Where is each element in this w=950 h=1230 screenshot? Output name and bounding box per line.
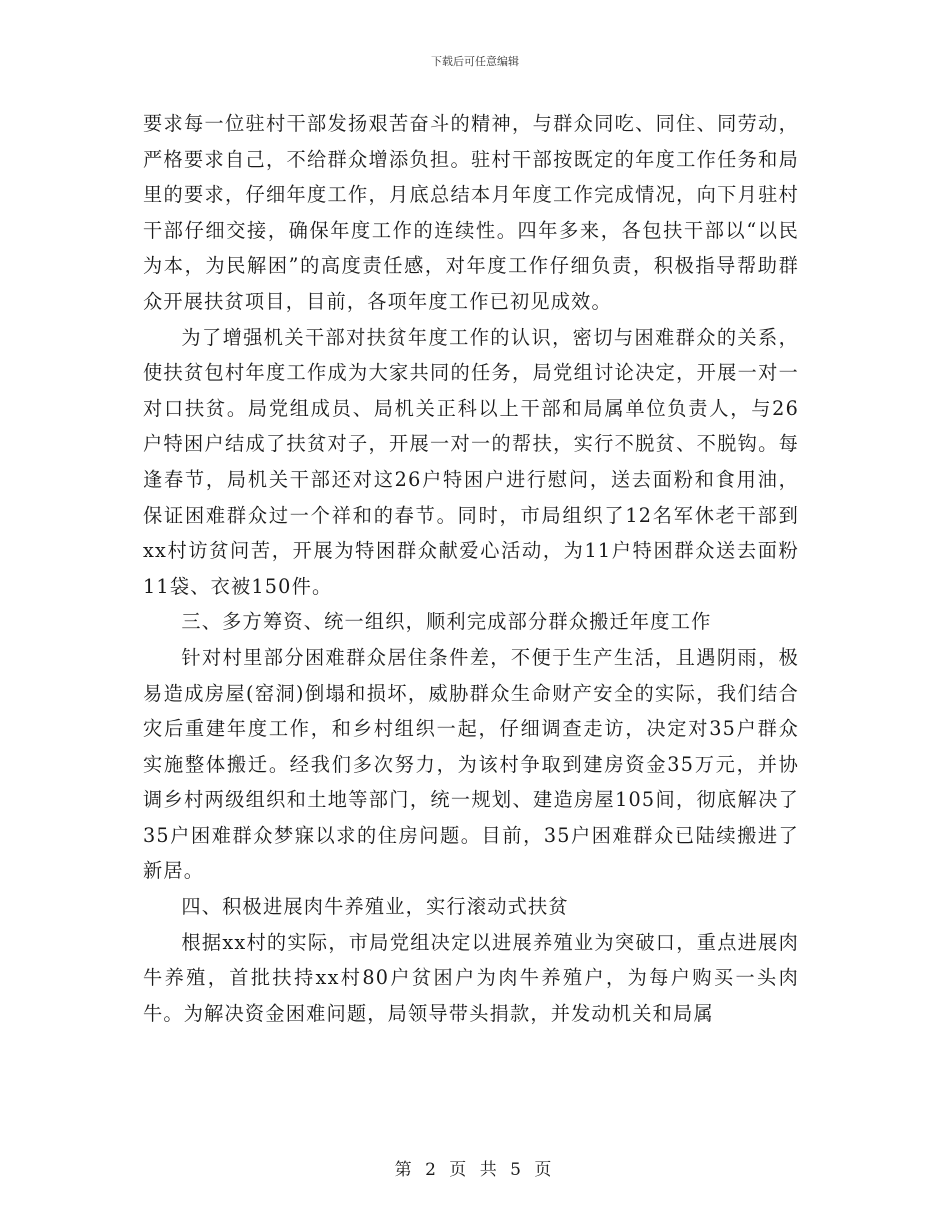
page-header: 下载后可任意编辑 xyxy=(431,55,519,68)
paragraph-2: 为了增强机关干部对扶贫年度工作的认识，密切与困难群众的关系，使扶贫包村年度工作成为大家共同的任务，局党组讨论决定，开展一对一对口扶贫。局党组成员、局机关正科以上干部和局属单位负责人，与26户特困户结成了扶贫对子，开展一对一的帮扶，实行不脱贫、不脱钩。每逢春节，局机关干部还对这26户特困户进行慰问，送去面粉和食用油，保证困难群众过一个祥和的春节。同时，市局组织了12名军休老干部到xx村访贫问苦，开展为特困群众献爱心活动，为11户特困群众送去面粉11袋、衣被150件。 xyxy=(143,325,799,598)
paragraph-3: 针对村里部分困难群众居住条件差，不便于生产生活，且遇阴雨，极易造成房屋(窑洞)倒塌和损坏，威胁群众生命财产安全的实际，我们结合灾后重建年度工作，和乡村组织一起，仔细调查走访，决定对35户群众实施整体搬迁。经我们多次努力，为该村争取到建房资金35万元，并协调乡村两级组织和土地等部门，统一规划、建造房屋105间，彻底解决了35户困难群众梦寐以求的住房问题。目前，35户困难群众已陆续搬进了新居。 xyxy=(143,645,799,883)
document-body xyxy=(143,106,799,1031)
section-heading-4: 四、积极进展肉牛养殖业，实行滚动式扶贫 xyxy=(181,895,569,919)
paragraph-4: 根据xx村的实际，市局党组决定以进展养殖业为突破口，重点进展肉牛养殖，首批扶持xx村80户贫困户为肉牛养殖户，为每户购买一头肉牛。为解决资金困难问题，局领导带头捐款，并发动机关和局属 xyxy=(143,930,799,1025)
section-heading-3: 三、多方筹资、统一组织，顺利完成部分群众搬迁年度工作 xyxy=(181,610,712,634)
page-number-footer: 第 2 页 共 5 页 xyxy=(394,1160,556,1180)
paragraph-1: 要求每一位驻村干部发扬艰苦奋斗的精神，与群众同吃、同住、同劳动，严格要求自己，不给群众增添负担。驻村干部按既定的年度工作任务和局里的要求，仔细年度工作，月底总结本月年度工作完成情况，向下月驻村干部仔细交接，确保年度工作的连续性。四年多来，各包扶干部以“以民为本，为民解困”的高度责任感，对年度工作仔细负责，积极指导帮助群众开展扶贫项目，目前，各项年度工作已初见成效。 xyxy=(143,112,799,313)
